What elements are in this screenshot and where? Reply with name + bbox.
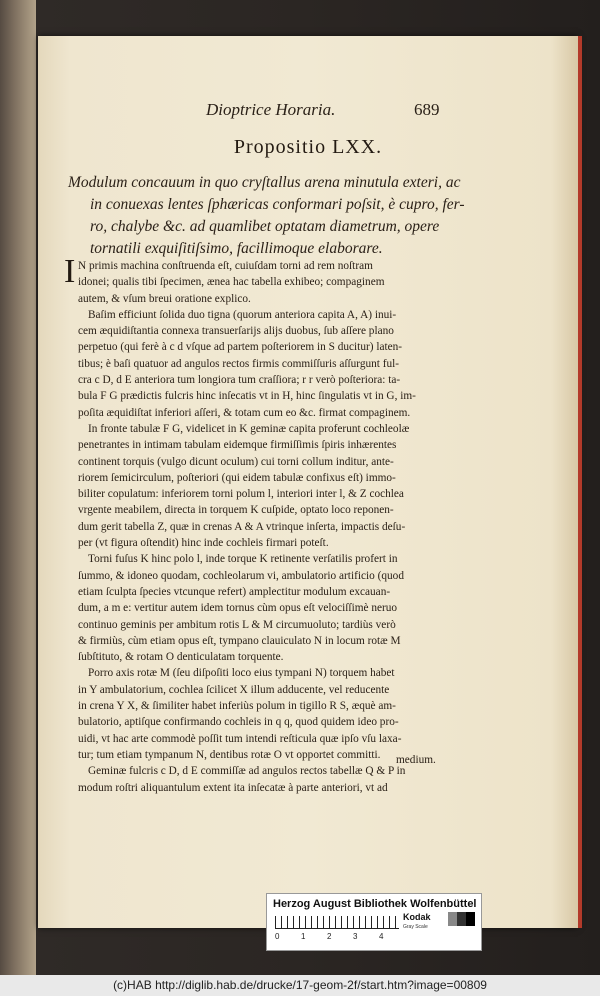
ruler-number: 2 bbox=[327, 932, 332, 941]
text-line: perpetuo (qui ferè à c d vſque ad partem poſteriorem in S ducitur) laten- bbox=[78, 341, 403, 354]
enunciation-line: tornatili exquiſitiſsimo, facillimoque elaborare. bbox=[90, 240, 383, 257]
book-page bbox=[38, 36, 578, 928]
text-line: Geminæ fulcris c D, d E commiſſæ ad angulos rectos tabellæ Q & P in bbox=[88, 765, 406, 778]
text-line: ſummo, & idoneo quodam, cochleolarum vi, ambulatorio artificio (quod bbox=[78, 569, 404, 582]
page-number: 689 bbox=[414, 100, 440, 119]
text-line: bulatorio, aptiſque confirmando cochleis in q q, quod quidem ideo pro- bbox=[78, 716, 399, 729]
text-line: N primis machina conſtruenda eſt, cuiuſdam torni ad rem noſtram bbox=[78, 260, 373, 272]
enunciation-line: in conuexas lentes ſphæricas conformari poſsit, è cupro, fer- bbox=[90, 196, 465, 213]
text-line: Porro axis rotæ M (ſeu diſpoſiti loco eius tympani N) torquem habet bbox=[88, 667, 395, 680]
text-line: In fronte tabulæ F G, videlicet in K geminæ capita proferunt cochleolæ bbox=[88, 422, 410, 435]
text-line: per (vt figura oſtendit) hinc inde cochleis firmari poteſt. bbox=[78, 537, 329, 550]
red-page-edge bbox=[578, 36, 582, 928]
text-line: Torni fuſus K hinc polo l, inde torque K retinente verſatilis profert in bbox=[88, 553, 398, 566]
text-line: modum roſtri aliquantulum extent ita inſecatæ à parte anteriori, vt ad bbox=[78, 781, 388, 794]
text-line: riorem ſemicirculum, poſteriori (qui eidem tabulæ confixus eſt) immo- bbox=[78, 471, 396, 484]
text-line: biliter copulatum: inferiorem torni polum l, interiori inter l, & Z cochlea bbox=[78, 488, 404, 501]
running-head-title: Dioptrice Horaria. bbox=[206, 100, 336, 119]
gray-scale-label: Gray Scale bbox=[403, 924, 428, 930]
enunciation-line: ro, chalybe &c. ad quamlibet optatam diametrum, opere bbox=[90, 218, 440, 235]
proposition-title: Propositio LXX. bbox=[233, 136, 383, 158]
text-line: tur; tum etiam tympanum N, dentibus rotæ O vt opportet committi. bbox=[78, 748, 381, 761]
text-line: autem, & vſum breui oratione explico. bbox=[78, 292, 251, 305]
text-line: penetrantes in intimam tabulam eidemque firmiſſimis ſpiris inhærentes bbox=[78, 439, 397, 452]
text-line: tibus; è baſi quatuor ad angulos rectos firmis commiſſuris aſſurgunt ful- bbox=[78, 357, 400, 370]
book-fore-edge-left bbox=[0, 0, 36, 975]
catchword: medium. bbox=[396, 754, 436, 766]
text-line: cra c D, d E anteriora tum longiora tum craſſiora; r r verò poſteriora: ta- bbox=[78, 374, 401, 387]
text-line: vrgente meabilem, directa in torquem K cuſpide, optato loco reponen- bbox=[78, 504, 394, 517]
text-line: dum, a m e: vertitur autem idem tornus cùm opus eſt velociſſimè neruo bbox=[78, 602, 398, 615]
text-line: continent torquis (vulgo dicunt oculum) cui torni collum inditur, ante- bbox=[78, 455, 394, 468]
text-line: in crena Y X, & ſimiliter habet inferiùs polum in tigillo R S, æquè am- bbox=[78, 700, 396, 713]
running-head bbox=[38, 100, 578, 124]
ruler-number: 3 bbox=[353, 932, 358, 941]
text-line: & firmiùs, cùm etiam opus eſt, tympano clauiculato N in locum rotæ M bbox=[78, 634, 401, 647]
text-line: continuo geminis per ambitum rotis L & M circumuoluto; tardiùs verò bbox=[78, 618, 396, 631]
text-line: idonei; qualis tibi ſpecimen, ænea hac tabella exhibeo; compaginem bbox=[78, 276, 385, 289]
text-line: in Y ambulatorium, cochlea ſcilicet X illum adducente, vel reducente bbox=[78, 683, 390, 696]
ruler-number: 0 bbox=[275, 932, 280, 941]
scale-ruler bbox=[275, 916, 399, 929]
gray-scale-swatch bbox=[439, 912, 475, 926]
text-line: poſita æquidiſtat inferiori aſſeri, & totam cum eo &c. firmat compaginem. bbox=[78, 406, 411, 419]
text-line: uidi, vt hac arte commodè poſſit tum intendi reſticula quæ ipſo vſu laxa- bbox=[78, 732, 402, 745]
text-line: etiam ſculpta ſpecies vtcunque refert) amplectitur modulum excauan- bbox=[78, 585, 391, 598]
enunciation-line: Modulum concauum in quo cryſtallus arena minutula exteri, ac bbox=[68, 174, 461, 191]
body-text bbox=[64, 253, 528, 796]
text-line: dum gerit tabella Z, quæ in crenas A & A vtrinque inſerta, impactis deſu- bbox=[78, 520, 406, 533]
text-line: bula F G prædictis fulcris hinc inſecatis vt in H, hinc ſingulatis vt in G, im- bbox=[78, 390, 416, 403]
kodak-logo: Kodak bbox=[403, 912, 431, 922]
ruler-number: 4 bbox=[379, 932, 384, 941]
text-line: cem æquidiſtantia connexa transuerſarijs alijs duobus, ſub aſſere plano bbox=[78, 325, 394, 338]
ruler-number: 1 bbox=[301, 932, 306, 941]
library-name: Herzog August Bibliothek Wolfenbüttel bbox=[273, 898, 477, 910]
text-line: ſubſtituto, & rotam O denticulatam torquente. bbox=[78, 651, 284, 664]
library-color-target bbox=[266, 893, 482, 951]
proposition-enunciation bbox=[68, 172, 540, 260]
drop-cap: I bbox=[64, 253, 76, 290]
source-caption: (c)HAB http://diglib.hab.de/drucke/17-geom-2f/start.htm?image=00809 bbox=[0, 975, 600, 996]
text-line: Baſim efficiunt ſolida duo tigna (quorum anteriora capita A, A) inui- bbox=[88, 308, 397, 321]
